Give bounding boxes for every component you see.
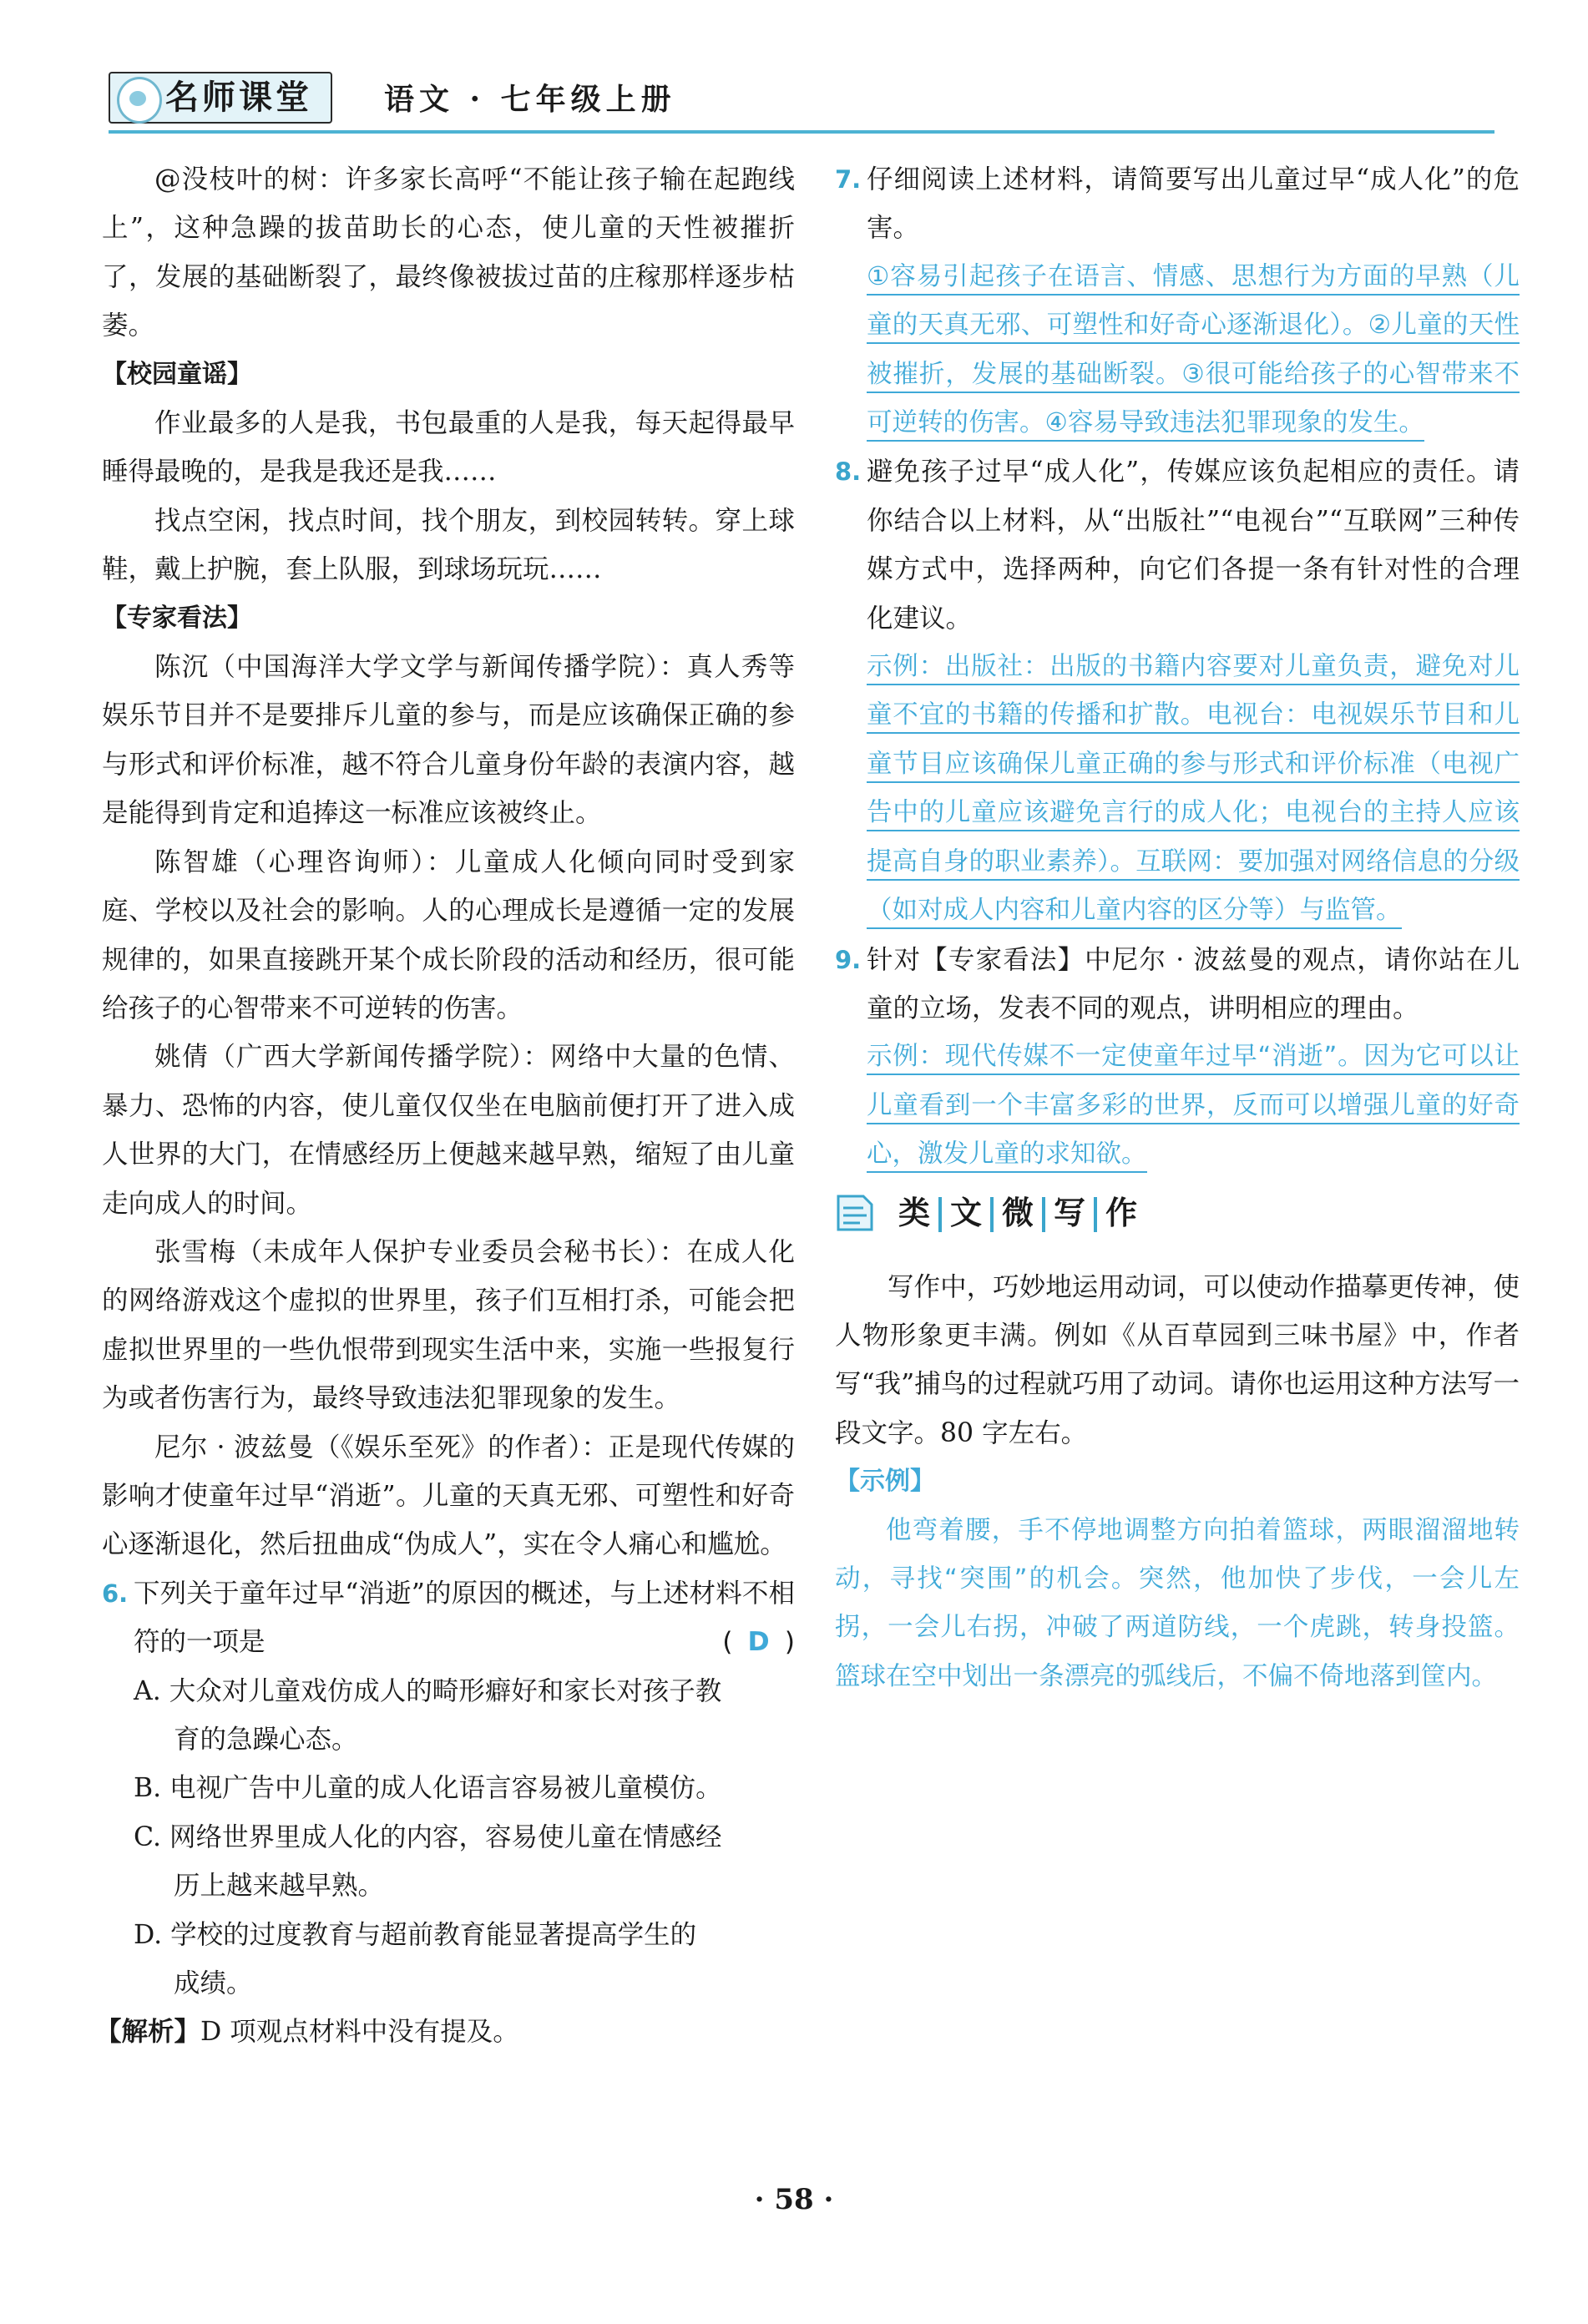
question-stem: 下列关于童年过早“消逝”的原因的概述，与上述材料不相符的一项是 ( D ) — [134, 1569, 795, 1667]
question-stem: 避免孩子过早“成人化”，传媒应该负起相应的责任。请你结合以上材料，从“出版社”“电视台”“互联网”三种传媒方式中，选择两种，向它们各提一条有针对性的合理化建议。 — [867, 457, 1520, 634]
question-stem: 仔细阅读上述材料，请简要写出儿童过早“成人化”的危害。 — [867, 164, 1520, 244]
header-divider — [109, 130, 1494, 134]
analysis — [95, 2008, 795, 2056]
sample-label: 【示例】 — [835, 1467, 935, 1497]
question-stem: 针对【专家看法】中尼尔 · 波兹曼的观点，请你站在儿童的立场，发表不同的观点，讲明相应的理由。 — [867, 944, 1520, 1023]
right-column — [835, 155, 1520, 1701]
material-paragraph: 找点空闲，找点时间，找个朋友，到校园转转。穿上球鞋，戴上护腕，套上队服，到球场玩玩…… — [102, 505, 795, 585]
page-header — [109, 50, 1494, 134]
question-number: 8. — [835, 457, 862, 487]
answer-text: ①容易引起孩子在语言、情感、思想行为方面的早熟（儿童的天真无邪、可塑性和好奇心逐渐退化）。②儿童的天性被摧折，发展的基础断裂。③很可能给孩子的心智带来不可逆转的伤害。④容易导致违法犯罪现象的发生。 — [867, 253, 1520, 448]
material-paragraph: 尼尔 · 波兹曼（《娱乐至死》的作者）：正是现代传媒的影响才使童年过早“消逝”。儿童的天真无邪、可塑性和好奇心逐渐退化，然后扭曲成“伪成人”，实在令人痛心和尴尬。 — [102, 1432, 795, 1560]
option-a: A. 大众对儿童戏仿成人的畸形癖好和家长对孩子教 — [134, 1675, 722, 1706]
page-number: · 58 · — [754, 2183, 834, 2216]
section-heading-expert-views: 【专家看法】 — [102, 603, 252, 633]
series-logo-text: 名师课堂 — [165, 78, 312, 117]
answer-blank: ( D ) — [722, 1627, 795, 1658]
writing-section-title: 类 文 微 写 作 — [898, 1194, 1138, 1231]
question-number: 9. — [835, 945, 862, 974]
subject-title: 语文 · 七年级上册 — [384, 82, 676, 117]
option-c-cont: 历上越来越早熟。 — [174, 1871, 385, 1902]
question-number: 7. — [835, 165, 862, 194]
option-d: D. 学校的过度教育与超前教育能显著提高学生的 — [134, 1919, 697, 1950]
option-a-cont: 育的急躁心态。 — [174, 1725, 358, 1755]
sample-text: 他弯着腰，手不停地调整方向拍着篮球，两眼溜溜地转动，寻找“突围”的机会。突然，他加快了步伐，一会儿左拐，一会儿右拐，冲破了两道防线，一个虎跳，转身投篮。篮球在空中划出一条漂亮的弧线后，不偏不倚地落到筐内。 — [835, 1515, 1520, 1691]
writing-section-heading — [835, 1185, 1520, 1250]
answer-text: 示例：现代传媒不一定使童年过早“消逝”。因为它可以让儿童看到一个丰富多彩的世界，反而可以增强儿童的好奇心，激发儿童的求知欲。 — [867, 1033, 1520, 1179]
option-d-cont: 成绩。 — [174, 1968, 253, 1999]
notepad-icon — [835, 1191, 878, 1235]
series-logo — [109, 72, 332, 124]
question-8 — [835, 447, 1520, 935]
material-paragraph: @没枝叶的树：许多家长高呼“不能让孩子输在起跑线上”，这种急躁的拔苗助长的心态，使儿童的天性被摧折了，发展的基础断裂了，最终像被拔过苗的庄稼那样逐步枯萎。 — [102, 164, 795, 341]
material-paragraph: 姚倩（广西大学新闻传播学院）：网络中大量的色情、暴力、恐怖的内容，使儿童仅仅坐在电脑前便打开了进入成人世界的大门，在情感经历上便越来越早熟，缩短了由儿童走向成人的时间。 — [102, 1042, 795, 1219]
option-b: B. 电视广告中儿童的成人化语言容易被儿童模仿。 — [134, 1773, 722, 1804]
question-9 — [835, 936, 1520, 1180]
mascot-icon — [117, 77, 162, 124]
analysis-text: D 项观点材料中没有提及。 — [200, 2017, 519, 2048]
question-number: 6. — [102, 1579, 129, 1608]
option-c: C. 网络世界里成人化的内容，容易使儿童在情感经 — [134, 1821, 722, 1852]
material-paragraph: 陈沉（中国海洋大学文学与新闻传播学院）：真人秀等娱乐节目并不是要排斥儿童的参与，而是应该确保正确的参与形式和评价标准，越不符合儿童身份年龄的表演内容，越是能得到肯定和追捧这一标准应该被终止。 — [102, 652, 795, 829]
writing-prompt: 写作中，巧妙地运用动词，可以使动作描摹更传神，使人物形象更丰满。例如《从百草园到三味书屋》中，作者写“我”捕鸟的过程就巧用了动词。请你也运用这种方法写一段文字。80 字左右。 — [835, 1271, 1520, 1448]
answer-choice: D — [747, 1627, 770, 1658]
analysis-label: 【解析】 — [95, 2017, 201, 2048]
left-column — [95, 155, 795, 2057]
answer-text: 示例：出版社：出版的书籍内容要对儿童负责，避免对儿童不宜的书籍的传播和扩散。电视台：电视娱乐节目和儿童节目应该确保儿童正确的参与形式和评价标准（电视广告中的儿童应该避免言行的成人化；电视台的主持人应该提高自身的职业素养）。互联网：要加强对网络信息的分级（如对成人内容和儿童内容的区分等）与监管。 — [867, 643, 1520, 935]
section-heading-campus-rhymes: 【校园童谣】 — [102, 359, 252, 389]
material-paragraph: 陈智雄（心理咨询师）：儿童成人化倾向同时受到家庭、学校以及社会的影响。人的心理成长是遵循一定的发展规律的，如果直接跳开某个成长阶段的活动和经历，很可能给孩子的心智带来不可逆转的伤害。 — [102, 846, 795, 1023]
question-6 — [102, 1569, 795, 2008]
question-7 — [835, 155, 1520, 447]
material-paragraph: 张雪梅（未成年人保护专业委员会秘书长）：在成人化的网络游戏这个虚拟的世界里，孩子们互相打杀，可能会把虚拟世界里的一些仇恨带到现实生活中来，实施一些报复行为或者伤害行为，最终导致违法犯罪现象的发生。 — [102, 1236, 795, 1414]
material-paragraph: 作业最多的人是我，书包最重的人是我，每天起得最早睡得最晚的，是我是我还是我…… — [102, 408, 795, 488]
